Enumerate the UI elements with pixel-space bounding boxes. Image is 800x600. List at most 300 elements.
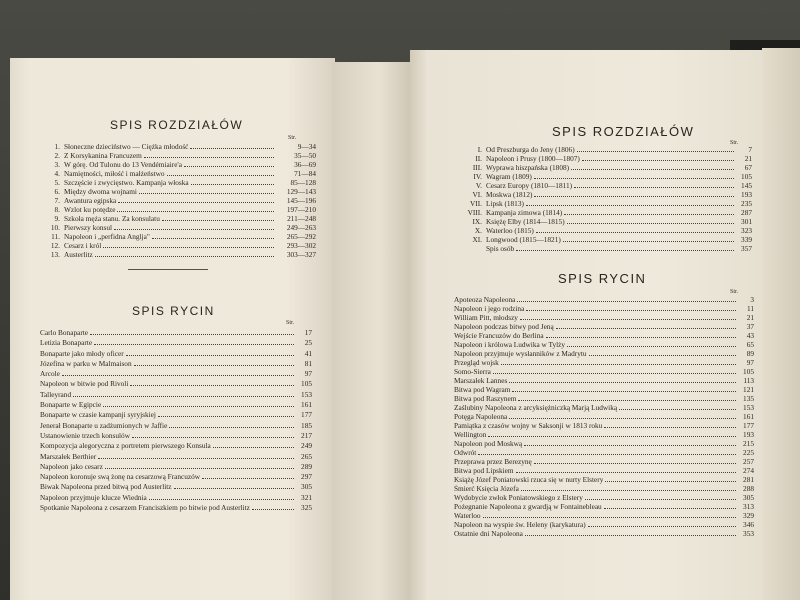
entry-title: Spotkanie Napoleona z cesarzem Franciszkiem po bitwie pod Austerlitz <box>40 503 250 513</box>
entry-title: Potęga Napoleona <box>454 413 508 421</box>
entry-page: 89 <box>746 350 754 358</box>
entry-page: 249 <box>301 441 312 451</box>
entry-page: 215 <box>743 440 754 448</box>
entry-title: Kompozycja alegoryczna z portretem pierwszego Konsula <box>40 441 211 451</box>
chapter-entry <box>48 179 316 188</box>
entry-page: 9—34 <box>297 143 316 151</box>
entry-page: 177 <box>743 422 754 430</box>
chapter-entry <box>48 188 316 197</box>
entry-page: 353 <box>743 530 754 538</box>
illustration-entry <box>40 400 312 410</box>
entry-page: 293—302 <box>286 242 316 250</box>
dot-leader <box>582 160 734 161</box>
dot-leader <box>126 355 294 356</box>
entry-page: 11 <box>746 305 754 313</box>
entry-page: 346 <box>743 521 754 529</box>
entry-page: 321 <box>301 492 312 502</box>
entry-page: 81 <box>304 358 312 368</box>
dot-leader <box>144 157 274 158</box>
dot-leader <box>588 526 736 527</box>
chapter-entry <box>48 206 316 215</box>
entry-page: 249—263 <box>286 224 316 232</box>
entry-number: 12. <box>50 242 60 250</box>
dot-leader <box>524 445 736 446</box>
dot-leader <box>563 241 734 242</box>
illustration-entry <box>454 449 754 458</box>
illustration-entry <box>40 369 312 379</box>
chapter-entry <box>462 155 752 164</box>
entry-title: W górę. Od Tulonu do 13 Vendémiaire'a <box>64 161 182 169</box>
dot-leader <box>604 427 736 428</box>
dot-leader <box>134 365 294 366</box>
entry-page: 289 <box>301 461 312 471</box>
chapter-entry <box>462 245 752 254</box>
chapter-entry <box>48 161 316 170</box>
entry-page: 37 <box>746 323 754 331</box>
dot-leader <box>564 214 734 215</box>
chapter-entry <box>48 152 316 161</box>
dot-leader <box>589 355 736 356</box>
dot-leader <box>509 382 736 383</box>
dot-leader <box>174 488 294 489</box>
entry-page: 65 <box>746 341 754 349</box>
entry-page: 235 <box>741 200 752 208</box>
illustration-entry <box>40 431 312 441</box>
dot-leader <box>114 229 274 230</box>
entry-page: 301 <box>741 218 752 226</box>
dot-leader <box>98 458 294 459</box>
entry-number: 5. <box>54 179 60 187</box>
entry-number: 1. <box>54 143 60 151</box>
entry-page: 105 <box>743 368 754 376</box>
entry-title: Longwood (1815—1821) <box>486 236 561 244</box>
illustration-entry <box>454 431 754 440</box>
illustration-entry <box>454 440 754 449</box>
entry-page: 7 <box>748 146 752 154</box>
illustration-entry <box>40 338 312 348</box>
entry-number: IX. <box>472 218 482 226</box>
right-chapters-str: Str. <box>730 140 739 146</box>
entry-title: Ustanowienie trzech konsulów <box>40 430 130 440</box>
entry-title: Spis osób <box>486 245 515 253</box>
chapter-entry <box>462 146 752 155</box>
left-chapters-list <box>48 143 316 260</box>
dot-leader <box>62 375 294 376</box>
dot-leader <box>152 238 274 239</box>
dot-leader <box>184 166 274 167</box>
dot-leader <box>117 211 274 212</box>
dot-leader <box>512 391 736 392</box>
entry-title: Pamiątka z czasów wojny w Saksonji w 1813 roku <box>454 422 603 430</box>
entry-title: Austerlitz <box>64 251 93 259</box>
entry-title: Pierwszy konsul <box>64 224 113 232</box>
entry-number: III. <box>472 164 482 172</box>
entry-page: 185 <box>301 420 312 430</box>
left-illustrations-title: SPIS RYCIN <box>132 304 215 318</box>
chapter-entry <box>48 242 316 251</box>
illustration-entry <box>454 413 754 422</box>
illustration-entry <box>454 386 754 395</box>
illustration-entry <box>40 441 312 451</box>
chapter-entry <box>48 215 316 224</box>
dot-leader <box>139 193 274 194</box>
entry-page: 288 <box>743 485 754 493</box>
dot-leader <box>526 310 736 311</box>
dot-leader <box>521 490 736 491</box>
dot-leader <box>556 328 736 329</box>
dot-leader <box>488 436 736 437</box>
dot-leader <box>95 256 274 257</box>
illustration-entry <box>454 305 754 314</box>
dot-leader <box>517 301 736 302</box>
chapter-entry <box>48 251 316 260</box>
illustration-entry <box>454 494 754 503</box>
entry-number: VII. <box>470 200 482 208</box>
entry-title: Józefina w parku w Malmaison <box>40 358 132 368</box>
illustration-entry <box>40 349 312 359</box>
dot-leader <box>190 148 274 149</box>
chapter-entry <box>462 209 752 218</box>
dot-leader <box>493 373 736 374</box>
entry-page: 287 <box>741 209 752 217</box>
entry-page: 71—84 <box>294 170 316 178</box>
entry-page: 105 <box>301 379 312 389</box>
dot-leader <box>619 409 736 410</box>
illustration-entry <box>40 462 312 472</box>
entry-title: Kampanja zimowa (1814) <box>486 209 563 217</box>
entry-page: 67 <box>744 164 752 172</box>
right-chapters-title: SPIS ROZDZIAŁÓW <box>552 124 695 139</box>
entry-title: Somo-Sierra <box>454 368 491 376</box>
dot-leader <box>213 447 294 448</box>
illustration-entry <box>454 395 754 404</box>
dot-leader <box>525 535 736 536</box>
left-divider <box>128 269 208 270</box>
entry-page: 305 <box>301 482 312 492</box>
dot-leader <box>526 205 734 206</box>
chapter-entry <box>48 197 316 206</box>
dot-leader <box>483 517 736 518</box>
dot-leader <box>73 396 294 397</box>
entry-title: Wyprawa hiszpańska (1808) <box>486 164 570 172</box>
chapter-entry <box>48 170 316 179</box>
illustration-entry <box>40 410 312 420</box>
illustration-entry <box>40 493 312 503</box>
entry-title: Napoleon przyjmuje wysłanników z Madrytu <box>454 350 587 358</box>
entry-title: Cesarz Europy (1810—1811) <box>486 182 573 190</box>
entry-title: Arcole <box>40 369 60 379</box>
entry-page: 17 <box>304 328 312 337</box>
entry-title: Ostatnie dni Napoleona <box>454 530 523 538</box>
entry-title: Napoleon i „perfidna Anglja" <box>64 233 150 241</box>
entry-title: Lipsk (1813) <box>486 200 524 208</box>
entry-title: Bitwa pod Wagram <box>454 386 511 394</box>
illustration-entry <box>40 379 312 389</box>
illustration-entry <box>454 404 754 413</box>
illustration-entry <box>454 530 754 539</box>
illustration-entry <box>454 512 754 521</box>
illustration-entry <box>40 503 312 513</box>
right-illustrations-str: Str. <box>730 289 739 295</box>
right-page <box>410 50 762 600</box>
illustration-entry <box>454 485 754 494</box>
dot-leader <box>191 184 274 185</box>
dot-leader <box>202 478 294 479</box>
entry-title: Carlo Bonaparte <box>40 328 89 337</box>
entry-page: 135 <box>743 395 754 403</box>
illustration-entry <box>454 377 754 386</box>
illustration-entry <box>454 350 754 359</box>
entry-page: 35—50 <box>294 152 316 160</box>
illustration-entry <box>40 472 312 482</box>
entry-number: 3. <box>54 161 60 169</box>
dot-leader <box>567 223 734 224</box>
dot-leader <box>546 337 736 338</box>
entry-page: 145 <box>741 182 752 190</box>
entry-title: Wagram (1809) <box>486 173 532 181</box>
entry-title: Wydobycie zwłok Poniatowskiego z Elstery <box>454 494 583 502</box>
page-stack-gutter <box>332 62 410 600</box>
entry-page: 153 <box>301 389 312 399</box>
entry-title: Cesarz i król <box>64 242 102 250</box>
chapter-entry <box>462 200 752 209</box>
entry-title: Napoleon jako cesarz <box>40 461 103 471</box>
dot-leader <box>478 454 736 455</box>
entry-title: Moskwa (1812) <box>486 191 533 199</box>
entry-page: 193 <box>741 191 752 199</box>
entry-page: 339 <box>741 236 752 244</box>
entry-title: Pożegnanie Napoleona z gwardją w Fontainebleau <box>454 503 602 511</box>
entry-page: 145—196 <box>286 197 316 205</box>
illustration-entry <box>40 421 312 431</box>
dot-leader <box>567 346 736 347</box>
entry-title: Zaślubiny Napoleona z arcyksiężniczką Marją Ludwiką <box>454 404 618 412</box>
left-illustrations-str: Str. <box>286 320 295 326</box>
entry-title: Odwrót <box>454 449 477 457</box>
entry-page: 265 <box>301 451 312 461</box>
entry-title: Wzlot ku potędze <box>64 206 116 214</box>
illustration-entry <box>40 390 312 400</box>
dot-leader <box>571 169 734 170</box>
entry-page: 329 <box>743 512 754 520</box>
dot-leader <box>516 472 736 473</box>
entry-number: I. <box>477 146 482 154</box>
entry-title: Księżę Elby (1814—1815) <box>486 218 565 226</box>
chapter-entry <box>462 236 752 245</box>
illustration-entry <box>454 341 754 350</box>
entry-page: 161 <box>743 413 754 421</box>
dot-leader <box>103 247 274 248</box>
chapter-entry <box>462 227 752 236</box>
entry-page: 297 <box>301 472 312 482</box>
entry-number: VI. <box>472 191 482 199</box>
next-book-edge <box>762 48 800 600</box>
illustration-entry <box>454 314 754 323</box>
illustration-entry <box>40 452 312 462</box>
entry-page: 281 <box>743 476 754 484</box>
illustration-entry <box>454 422 754 431</box>
illustration-entry <box>454 368 754 377</box>
illustration-entry <box>454 323 754 332</box>
entry-number: 2. <box>54 152 60 160</box>
illustration-entry <box>454 467 754 476</box>
entry-title: Słoneczne dzieciństwo — Ciężka młodość <box>64 143 189 151</box>
entry-title: Napoleon podczas bitwy pod Jeną <box>454 323 554 331</box>
dot-leader <box>90 334 294 335</box>
entry-number: 6. <box>54 188 60 196</box>
entry-title: Waterloo <box>454 512 481 520</box>
entry-title: Awantura egipska <box>64 197 117 205</box>
left-chapters-str: Str. <box>288 135 297 141</box>
entry-title: Przegląd wojsk <box>454 359 499 367</box>
dot-leader <box>169 427 294 428</box>
entry-title: Jenerał Bonaparte u zadżumionych w Jaffie <box>40 420 168 430</box>
entry-title: Marszałek Lannes <box>454 377 508 385</box>
entry-page: 36—69 <box>294 161 316 169</box>
entry-title: Wejście Francuzów do Berlina <box>454 332 544 340</box>
entry-number: XI. <box>472 236 482 244</box>
entry-page: 21 <box>746 314 754 322</box>
left-illustrations-list <box>40 328 312 513</box>
dot-leader <box>118 202 274 203</box>
right-illustrations-list <box>454 296 754 539</box>
dot-leader <box>149 499 294 500</box>
dot-leader <box>252 509 294 510</box>
chapter-entry <box>462 191 752 200</box>
entry-title: Napoleon i jego rodzina <box>454 305 525 313</box>
entry-page: 105 <box>741 173 752 181</box>
entry-number: 10. <box>50 224 60 232</box>
dot-leader <box>105 468 294 469</box>
illustration-entry <box>40 482 312 492</box>
entry-page: 225 <box>743 449 754 457</box>
dot-leader <box>94 344 294 345</box>
entry-title: Napoleon w bitwie pod Rivoli <box>40 379 129 389</box>
entry-title: Napoleon koronuje swą żonę na cesarzową Francuzów <box>40 472 201 482</box>
entry-page: 25 <box>304 338 312 348</box>
entry-page: 121 <box>743 386 754 394</box>
entry-title: Waterloo (1815) <box>486 227 534 235</box>
right-illustrations-title: SPIS RYCIN <box>558 271 647 286</box>
entry-title: William Pitt, młodszy <box>454 314 518 322</box>
entry-number: 9. <box>54 215 60 223</box>
chapter-entry <box>48 233 316 242</box>
left-page <box>10 58 335 600</box>
entry-title: Napoleon na wyspie św. Heleny (karykatura) <box>454 521 586 529</box>
illustration-entry <box>40 328 312 338</box>
dot-leader <box>534 178 734 179</box>
dot-leader <box>577 151 734 152</box>
dot-leader <box>130 385 294 386</box>
entry-page: 257 <box>743 458 754 466</box>
dot-leader <box>520 319 736 320</box>
illustration-entry <box>454 332 754 341</box>
entry-page: 97 <box>746 359 754 367</box>
entry-page: 325 <box>301 503 312 513</box>
entry-title: Apoteoza Napoleona <box>454 296 516 304</box>
entry-title: Z Korsykanina Francuzem <box>64 152 142 160</box>
dot-leader <box>534 196 734 197</box>
entry-page: 303—327 <box>286 251 316 259</box>
entry-title: Między dwoma wojnami <box>64 188 137 196</box>
entry-title: Namiętności, miłość i małżeństwo <box>64 170 165 178</box>
entry-title: Letizia Bonaparte <box>40 338 93 348</box>
entry-page: 129—143 <box>286 188 316 196</box>
entry-page: 113 <box>743 377 754 385</box>
entry-number: 7. <box>54 197 60 205</box>
right-chapters-list <box>462 146 752 254</box>
entry-page: 211—248 <box>287 215 316 223</box>
illustration-entry <box>454 458 754 467</box>
entry-title: Napoleon pod Moskwą <box>454 440 523 448</box>
entry-title: Wellington <box>454 431 487 439</box>
entry-number: 13. <box>50 251 60 259</box>
entry-title: Marszałek Berthier <box>40 451 97 461</box>
entry-title: Szkoła męża stanu. Za konsulatu <box>64 215 160 223</box>
entry-page: 265—292 <box>286 233 316 241</box>
entry-number: V. <box>475 182 482 190</box>
entry-title: Bonaparte w Egipcie <box>40 400 102 410</box>
entry-title: Bonaparte w czasie kampanji syryjskiej <box>40 410 156 420</box>
dot-leader <box>605 481 736 482</box>
dot-leader <box>132 437 294 438</box>
illustration-entry <box>454 503 754 512</box>
dot-leader <box>162 220 274 221</box>
entry-page: 97 <box>304 369 312 379</box>
entry-title: Książę Józef Poniatowski rzuca się w nurty Elstery <box>454 476 604 484</box>
entry-page: 217 <box>301 430 312 440</box>
entry-number: X. <box>474 227 482 235</box>
entry-number: IV. <box>473 173 482 181</box>
entry-title: Napoleon przyjmuje klucze Wiednia <box>40 492 147 502</box>
entry-title: Talleyrand <box>40 389 72 399</box>
dot-leader <box>604 508 736 509</box>
chapter-entry <box>48 224 316 233</box>
entry-page: 153 <box>743 404 754 412</box>
entry-title: Napoleon i królowa Ludwika w Tylży <box>454 341 566 349</box>
entry-title: Napoleon i Prusy (1800—1807) <box>486 155 580 163</box>
left-chapters-title: SPIS ROZDZIAŁÓW <box>110 118 244 132</box>
entry-page: 313 <box>743 503 754 511</box>
entry-page: 274 <box>743 467 754 475</box>
dot-leader <box>501 364 736 365</box>
dot-leader <box>509 418 736 419</box>
entry-page: 177 <box>301 410 312 420</box>
chapter-entry <box>462 182 752 191</box>
entry-title: Śmierć Księcia Józefa <box>454 485 519 493</box>
entry-number: 4. <box>54 170 60 178</box>
illustration-entry <box>454 521 754 530</box>
dot-leader <box>516 250 734 251</box>
entry-number: 8. <box>54 206 60 214</box>
entry-page: 323 <box>741 227 752 235</box>
entry-page: 43 <box>746 332 754 340</box>
illustration-entry <box>40 359 312 369</box>
illustration-entry <box>454 296 754 305</box>
entry-page: 3 <box>750 296 754 304</box>
entry-page: 85—128 <box>290 179 316 187</box>
chapter-entry <box>462 218 752 227</box>
chapter-entry <box>48 143 316 152</box>
dot-leader <box>536 232 734 233</box>
chapter-entry <box>462 173 752 182</box>
entry-title: Bonaparte jako młody oficer <box>40 348 124 358</box>
entry-page: 41 <box>304 348 312 358</box>
entry-page: 305 <box>743 494 754 502</box>
entry-page: 357 <box>741 245 752 253</box>
dot-leader <box>103 406 294 407</box>
illustration-entry <box>454 476 754 485</box>
